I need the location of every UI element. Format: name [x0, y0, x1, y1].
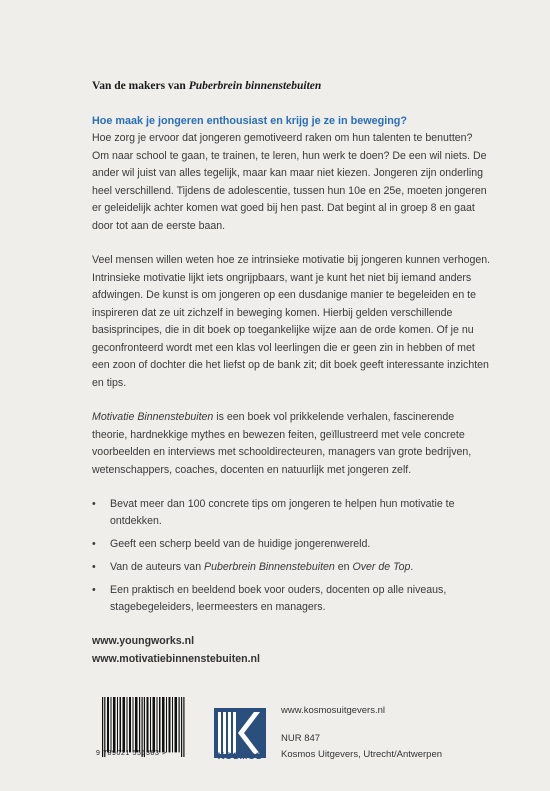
feature-text: en	[334, 561, 353, 573]
paragraph-2: Veel mensen willen weten hoe ze intrinsieke motivatie bij jongeren kunnen verhogen. Intrinsieke motivatie lijkt iets ongrijpbaars, want je kunt het niet bij iemand anders afdwingen. De kunst is om jongeren op een dusdanige manier te begeleiden en te inspireren dat ze uit zichzelf in beweging komen. Hierbij gelden verschillende basisprincipes, die in dit boek op toegankelijke wijze aan de orde komen. Of je nu geconfronteerd wordt met een klas vol leerlingen die er geen zin in hebben of met een zoon of dochter die het liefst op de bank zit; dit boek geeft interessante inzichten en tips.	[92, 254, 491, 389]
feature-item: • Een praktisch en beeldend boek voor ouders, docenten op alle niveaus, stagebegeleiders, leermeesters en managers.	[92, 582, 492, 616]
makers-book-title: Puberbrein binnenstebuiten	[188, 80, 322, 92]
feature-item: • Geeft een scherp beeld van de huidige jongerenwereld.	[92, 536, 492, 553]
makers-prefix: Van de makers van	[92, 80, 189, 92]
makers-line	[92, 80, 512, 92]
headline: Hoe maak je jongeren enthousiast en krijg je ze in beweging?	[92, 115, 407, 127]
publisher-name: Kosmos Uitgevers, Utrecht/Antwerpen	[281, 749, 443, 760]
paragraph-1: Hoe zorg je ervoor dat jongeren gemotiveerd raken om hun talenten te benutten? Om naar school te gaan, te trainen, te leren, hun werk te doen? De een wil niets. De ander wil juist van alles tegelijk, maar kan maar niet kiezen. Jongeren zijn onderling heel verschillend. Tijdens de adolescentie, tussen hun 10e en 25e, moeten jongeren er geleidelijk achter komen wat goed bij hen past. Dat begint al in groep 8 en gaat door tot aan de eerste baan.	[92, 132, 487, 232]
website-links	[92, 633, 492, 668]
feature-text: .	[410, 561, 414, 573]
feature-title: Over de Top	[352, 561, 411, 573]
paragraph-3	[92, 409, 492, 479]
youngworks-link[interactable]: www.youngworks.nl	[92, 635, 195, 647]
barcode	[96, 697, 196, 757]
feature-item: • Bevat meer dan 100 concrete tips om jongeren te helpen hun motivatie te ontdekken.	[92, 496, 492, 530]
isbn-number: 9 789021 556383 >	[96, 750, 167, 757]
paragraph-3-text: is een boek vol prikkelende verhalen, fascinerende theorie, hardnekkige mythes en bewezen feiten, geïllustreerd met vele concrete voorbeelden en interviews met schooldirecteuren, managers van grote bedrijven, wetenschappers, coaches, docenten en natuurlijk met jongeren zelf.	[92, 411, 472, 476]
feature-text: Van de auteurs van	[110, 561, 205, 573]
publisher-url[interactable]: www.kosmosuitgevers.nl	[281, 705, 386, 716]
motivatie-link[interactable]: www.motivatiebinnenstebuiten.nl	[92, 652, 260, 665]
feature-item	[92, 559, 492, 576]
feature-title: Puberbrein Binnenstebuiten	[204, 561, 335, 573]
blurb	[92, 113, 492, 668]
nur-code: NUR 847	[281, 733, 321, 744]
kosmos-logo-text: KOSMOS	[217, 751, 263, 762]
book-title: Motivatie Binnenstebuiten	[92, 411, 214, 423]
feature-list	[92, 496, 492, 616]
